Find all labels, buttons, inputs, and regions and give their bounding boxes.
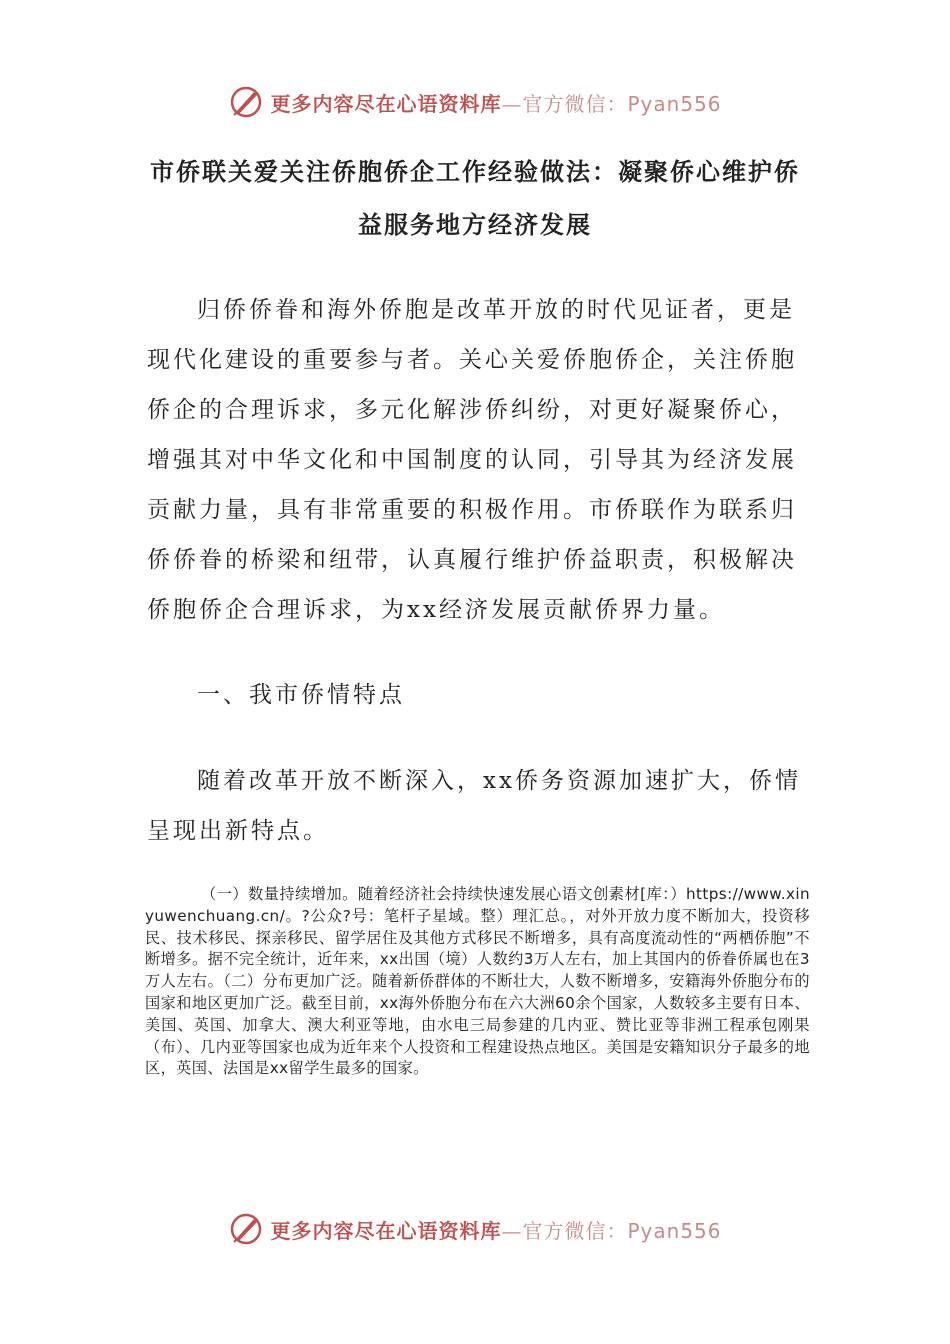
section-intro-line-2: 呈现出新特点。 [147, 818, 329, 844]
document-title-line-1: 市侨联关爱关注侨胞侨企工作经验做法：凝聚侨心维护侨 [150, 158, 800, 186]
section-heading: 一、我市侨情特点 [197, 682, 405, 708]
watermark-text [270, 1215, 721, 1244]
watermark-id: Pyan556 [627, 91, 722, 116]
intro-line-4: 增强其对中华文化和中国制度的认同，引导其为经济发展 [147, 447, 797, 473]
pen-logo-icon [228, 1211, 264, 1247]
intro-line-1: 归侨侨眷和海外侨胞是改革开放的时代见证者，更是 [197, 297, 795, 323]
watermark-header [0, 82, 950, 122]
intro-line-2: 现代化建设的重要参与者。关心关爱侨胞侨企，关注侨胞 [147, 347, 797, 373]
watermark-main: 更多内容尽在心语资料库 [270, 1218, 502, 1243]
watermark-sub: —官方微信： [501, 1218, 628, 1243]
watermark-footer [0, 1209, 950, 1249]
watermark-main: 更多内容尽在心语资料库 [270, 91, 502, 116]
detail-paragraph: （一）数量持续增加。随着经济社会持续快速发展心语文创素材[库：）https://www.xinyuwenchuang.cn/。?公众?号：笔杆子星域。整）理汇总。，对外开放力度不断加大，投资移民、技术移民、探亲移民、留学居住及其他方式移民不断增多，具有高度流动性的“两栖侨胞”不断增多。据不完全统计，近年来，xx出国（境）人数约3万人左右，加上其国内的侨眷侨属也在3万人左右。（二）分布更加广泛。随着新侨群体的不断壮大，人数不断增多，安籍海外侨胞分布的国家和地区更加广泛。截至目前，xx海外侨胞分布在六大洲60余个国家，人数较多主要有日本、美国、英国、加拿大、澳大利亚等地，由水电三局参建的几内亚、赞比亚等非洲工程承包刚果（布）、几内亚等国家也成为近年来个人投资和工程建设热点地区。美国是安籍知识分子最多的地区，英国、法国是xx留学生最多的国家。 [145, 885, 810, 1078]
watermark-text [270, 88, 721, 117]
intro-line-3: 侨企的合理诉求，多元化解涉侨纠纷，对更好凝聚侨心， [147, 397, 797, 423]
pen-logo-icon [228, 84, 264, 120]
watermark-sub: —官方微信： [501, 91, 628, 116]
intro-line-5: 贡献力量，具有非常重要的积极作用。市侨联作为联系归 [147, 497, 797, 523]
intro-line-7: 侨胞侨企合理诉求，为xx经济发展贡献侨界力量。 [147, 597, 725, 623]
document-title-line-2: 益服务地方经济发展 [358, 211, 592, 239]
watermark-id: Pyan556 [627, 1218, 722, 1243]
intro-line-6: 侨侨眷的桥梁和纽带，认真履行维护侨益职责，积极解决 [147, 547, 797, 573]
section-intro-line-1: 随着改革开放不断深入，xx侨务资源加速扩大，侨情 [197, 768, 801, 794]
